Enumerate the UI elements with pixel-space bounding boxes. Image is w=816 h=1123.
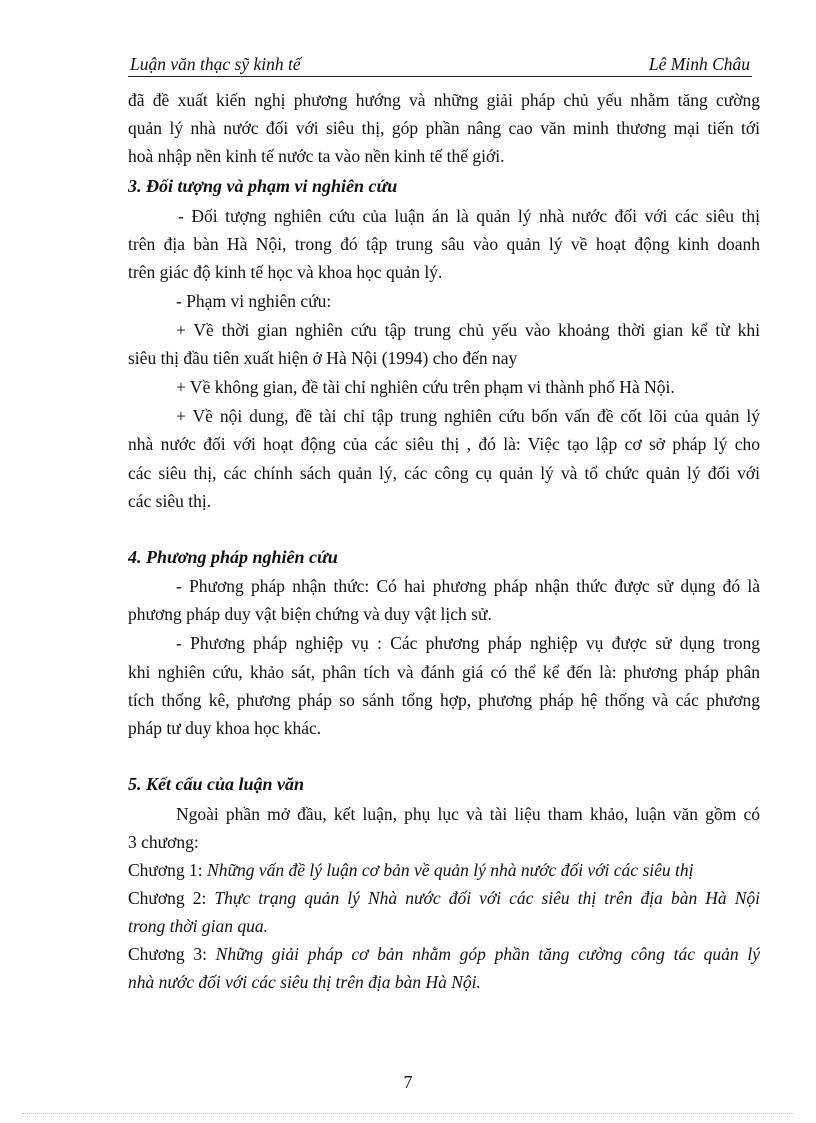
- body-line: phương pháp duy vật biện chứng và duy vật lịch sử.: [128, 604, 492, 624]
- intro-line: quản lý nhà nước đối với siêu thị, góp phần nâng cao văn minh thương mại tiến tới: [128, 118, 760, 138]
- body-line: pháp tư duy khoa học khác.: [128, 718, 322, 738]
- body-line: - Phạm vi nghiên cứu:: [176, 291, 332, 311]
- body-line: các siêu thị.: [128, 491, 212, 511]
- section-3-heading: 3. Đối tượng và phạm vi nghiên cứu: [128, 176, 398, 196]
- header-author: Lê Minh Châu: [648, 54, 750, 74]
- section-4-heading: 4. Phương pháp nghiên cứu: [128, 547, 338, 567]
- body-line: các siêu thị, các chính sách quản lý, các công cụ quản lý và tổ chức quản lý đối với: [128, 463, 760, 483]
- header-thesis-title: Luận văn thạc sỹ kinh tế: [130, 54, 301, 74]
- body-line: - Đối tượng nghiên cứu của luận án là quản lý nhà nước đối với các siêu thị: [178, 206, 760, 226]
- running-header: [128, 52, 752, 77]
- intro-line: hoà nhập nền kinh tế nước ta vào nền kinh tế thế giới.: [128, 146, 505, 166]
- chapter-2-label: Chương 2:: [128, 888, 215, 908]
- body-line: + Về không gian, đề tài chỉ nghiên cứu trên phạm vi thành phố Hà Nội.: [176, 377, 675, 397]
- body-line: khi nghiên cứu, khảo sát, phân tích và đánh giá có thể kể đến là: phương pháp phân: [128, 662, 760, 682]
- intro-line: đã đề xuất kiến nghị phương hướng và những giải pháp chủ yếu nhằm tăng cường: [128, 90, 760, 110]
- body-line: tích thống kê, phương pháp so sánh tổng hợp, phương pháp hệ thống và các phương: [128, 690, 760, 710]
- chapter-3-label: Chương 3:: [128, 944, 216, 964]
- chapter-2: [128, 884, 760, 912]
- page-bottom-divider: [22, 1113, 794, 1114]
- chapter-3: [128, 940, 760, 968]
- chapter-1-title: Những vấn đề lý luận cơ bản về quản lý nhà nước đối với các siêu thị: [207, 860, 694, 880]
- body-line: Ngoài phần mở đầu, kết luận, phụ lục và tài liệu tham khảo, luận văn gồm có: [176, 804, 760, 824]
- body-line: siêu thị đầu tiên xuất hiện ở Hà Nội (1994) cho đến nay: [128, 348, 518, 368]
- body-line: 3 chương:: [128, 832, 199, 852]
- section-5-heading: 5. Kết cấu của luận văn: [128, 774, 305, 794]
- body-line: + Về nội dung, đề tài chỉ tập trung nghiên cứu bốn vấn đề cốt lõi của quản lý: [176, 406, 760, 426]
- chapter-3-title-cont: nhà nước đối với các siêu thị trên địa bàn Hà Nội.: [128, 972, 481, 992]
- body-line: - Phương pháp nghiệp vụ : Các phương pháp nghiệp vụ được sử dụng trong: [176, 633, 760, 653]
- page-number: 7: [403, 1072, 413, 1092]
- chapter-1: [128, 856, 760, 884]
- body-line: trên giác độ kinh tế học và khoa học quản lý.: [128, 262, 443, 282]
- chapter-3-title: Những giải pháp cơ bản nhằm góp phần tăng cường công tác quản lý: [215, 944, 760, 964]
- chapter-2-title-cont: trong thời gian qua.: [128, 916, 268, 936]
- body-line: + Về thời gian nghiên cứu tập trung chủ yếu vào khoảng thời gian kể từ khi: [176, 320, 760, 340]
- chapter-2-title: Thực trạng quản lý Nhà nước đối với các siêu thị trên địa bàn Hà Nội: [214, 888, 760, 908]
- body-line: nhà nước đối với hoạt động của các siêu thị , đó là: Việc tạo lập cơ sở pháp lý cho: [128, 434, 760, 454]
- body-line: - Phương pháp nhận thức: Có hai phương pháp nhận thức được sử dụng đó là: [176, 576, 760, 596]
- body-line: trên địa bàn Hà Nội, trong đó tập trung sâu vào quản lý về hoạt động kinh doanh: [128, 234, 760, 254]
- chapter-1-label: Chương 1:: [128, 860, 208, 880]
